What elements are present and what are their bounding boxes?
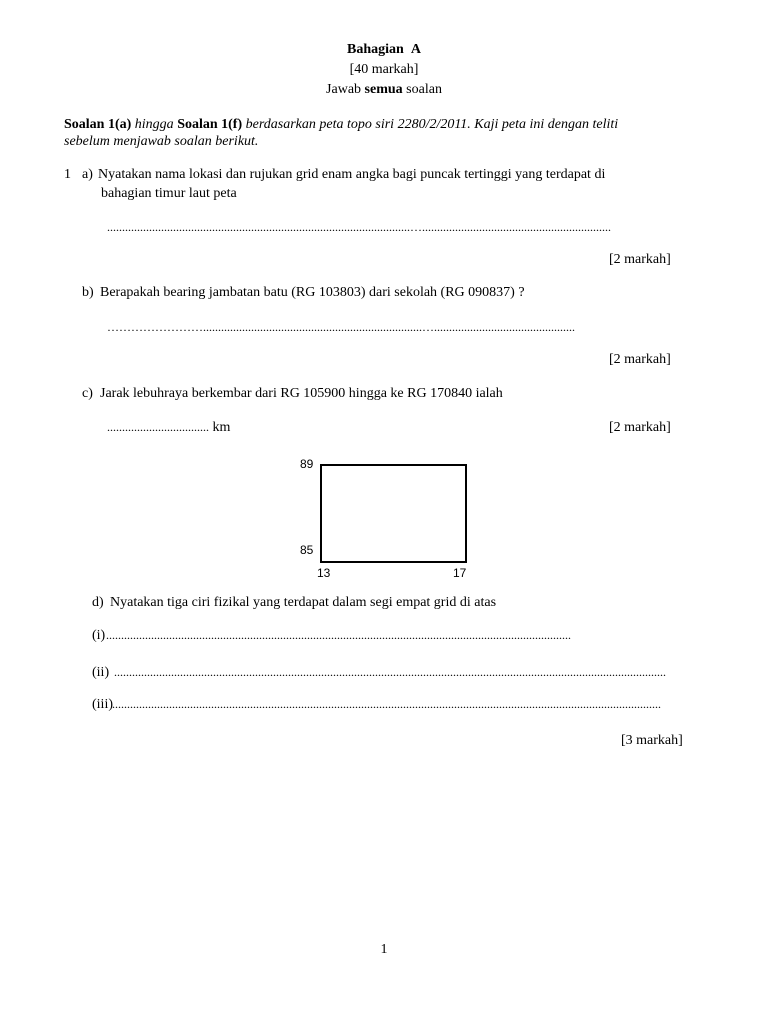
q1a-marks: [2 markah] <box>609 252 671 267</box>
page-number: 1 <box>380 942 388 957</box>
grid-y-bottom-label: 85 <box>300 543 314 557</box>
q1c-text: Jarak lebuhraya berkembar dari RG 105900 hingga ke RG 170840 ialah <box>100 386 503 401</box>
grid-y-top-label: 89 <box>300 457 314 471</box>
q1d-label: d) <box>92 595 104 610</box>
q1b-label: b) <box>82 285 94 300</box>
q1a-label: a) <box>82 167 93 182</box>
intro-q-end: Soalan 1(f) <box>177 117 243 132</box>
q1d-item-3-answer[interactable]: ....................................................................................................................................................................................... <box>112 697 661 711</box>
q1b-marks: [2 markah] <box>609 352 671 367</box>
q1c-answer-dots[interactable]: .................................. <box>107 420 209 434</box>
section-word: Bahagian <box>347 42 404 57</box>
q1c-answer <box>107 420 230 436</box>
q1a-text-2: bahagian timur laut peta <box>101 186 237 201</box>
q1a-answer-line[interactable]: .....................................................................................................…............................................................... <box>107 220 611 234</box>
q1d-item-2 <box>92 665 109 681</box>
q1c-marks: [2 markah] <box>609 420 671 435</box>
total-marks: [40 markah] <box>349 62 419 77</box>
q1d-item-2-label: (ii) <box>92 665 110 680</box>
grid-x-right-label: 17 <box>453 566 467 580</box>
q1b-answer-line[interactable]: …………………….........................................................................…............................................... <box>107 320 575 334</box>
instruction <box>0 82 768 98</box>
grid-square-figure <box>320 464 467 563</box>
q1d-item-1-answer[interactable]: ........................................................................................................................................................... <box>106 628 571 642</box>
intro-line-2: sebelum menjawab soalan berikut. <box>64 134 259 149</box>
grid-x-left-label: 13 <box>317 566 331 580</box>
instruction-bold: semua <box>364 82 403 97</box>
section-heading <box>0 42 768 58</box>
instruction-pre: Jawab <box>326 82 365 97</box>
intro-line-1 <box>64 117 618 133</box>
q1d-item-3-label: (iii) <box>92 697 113 712</box>
q1d-item-2-answer[interactable]: ........................................................................................................................................................................................ <box>114 665 666 679</box>
q1d-item-3 <box>92 697 113 713</box>
q1d-text: Nyatakan tiga ciri fizikal yang terdapat dalam segi empat grid di atas <box>110 595 497 610</box>
q1d-item-1 <box>92 628 105 644</box>
q1d-item-1-label: (i) <box>92 628 106 643</box>
section-letter: A <box>410 42 421 57</box>
intro-hingga: hingga <box>131 117 178 132</box>
q1a-text-1: Nyatakan nama lokasi dan rujukan grid enam angka bagi puncak tertinggi yang terdapat di <box>98 167 606 182</box>
intro-rest: berdasarkan peta topo siri 2280/2/2011. Kaji peta ini dengan teliti <box>242 117 619 132</box>
intro-q-start: Soalan 1(a) <box>64 117 132 132</box>
question-number: 1 <box>64 167 71 182</box>
q1c-unit: km <box>209 420 231 435</box>
instruction-post: soalan <box>402 82 442 97</box>
q1d-marks: [3 markah] <box>621 733 683 748</box>
q1c-label: c) <box>82 386 93 401</box>
q1b-text: Berapakah bearing jambatan batu (RG 103803) dari sekolah (RG 090837) ? <box>100 285 525 300</box>
